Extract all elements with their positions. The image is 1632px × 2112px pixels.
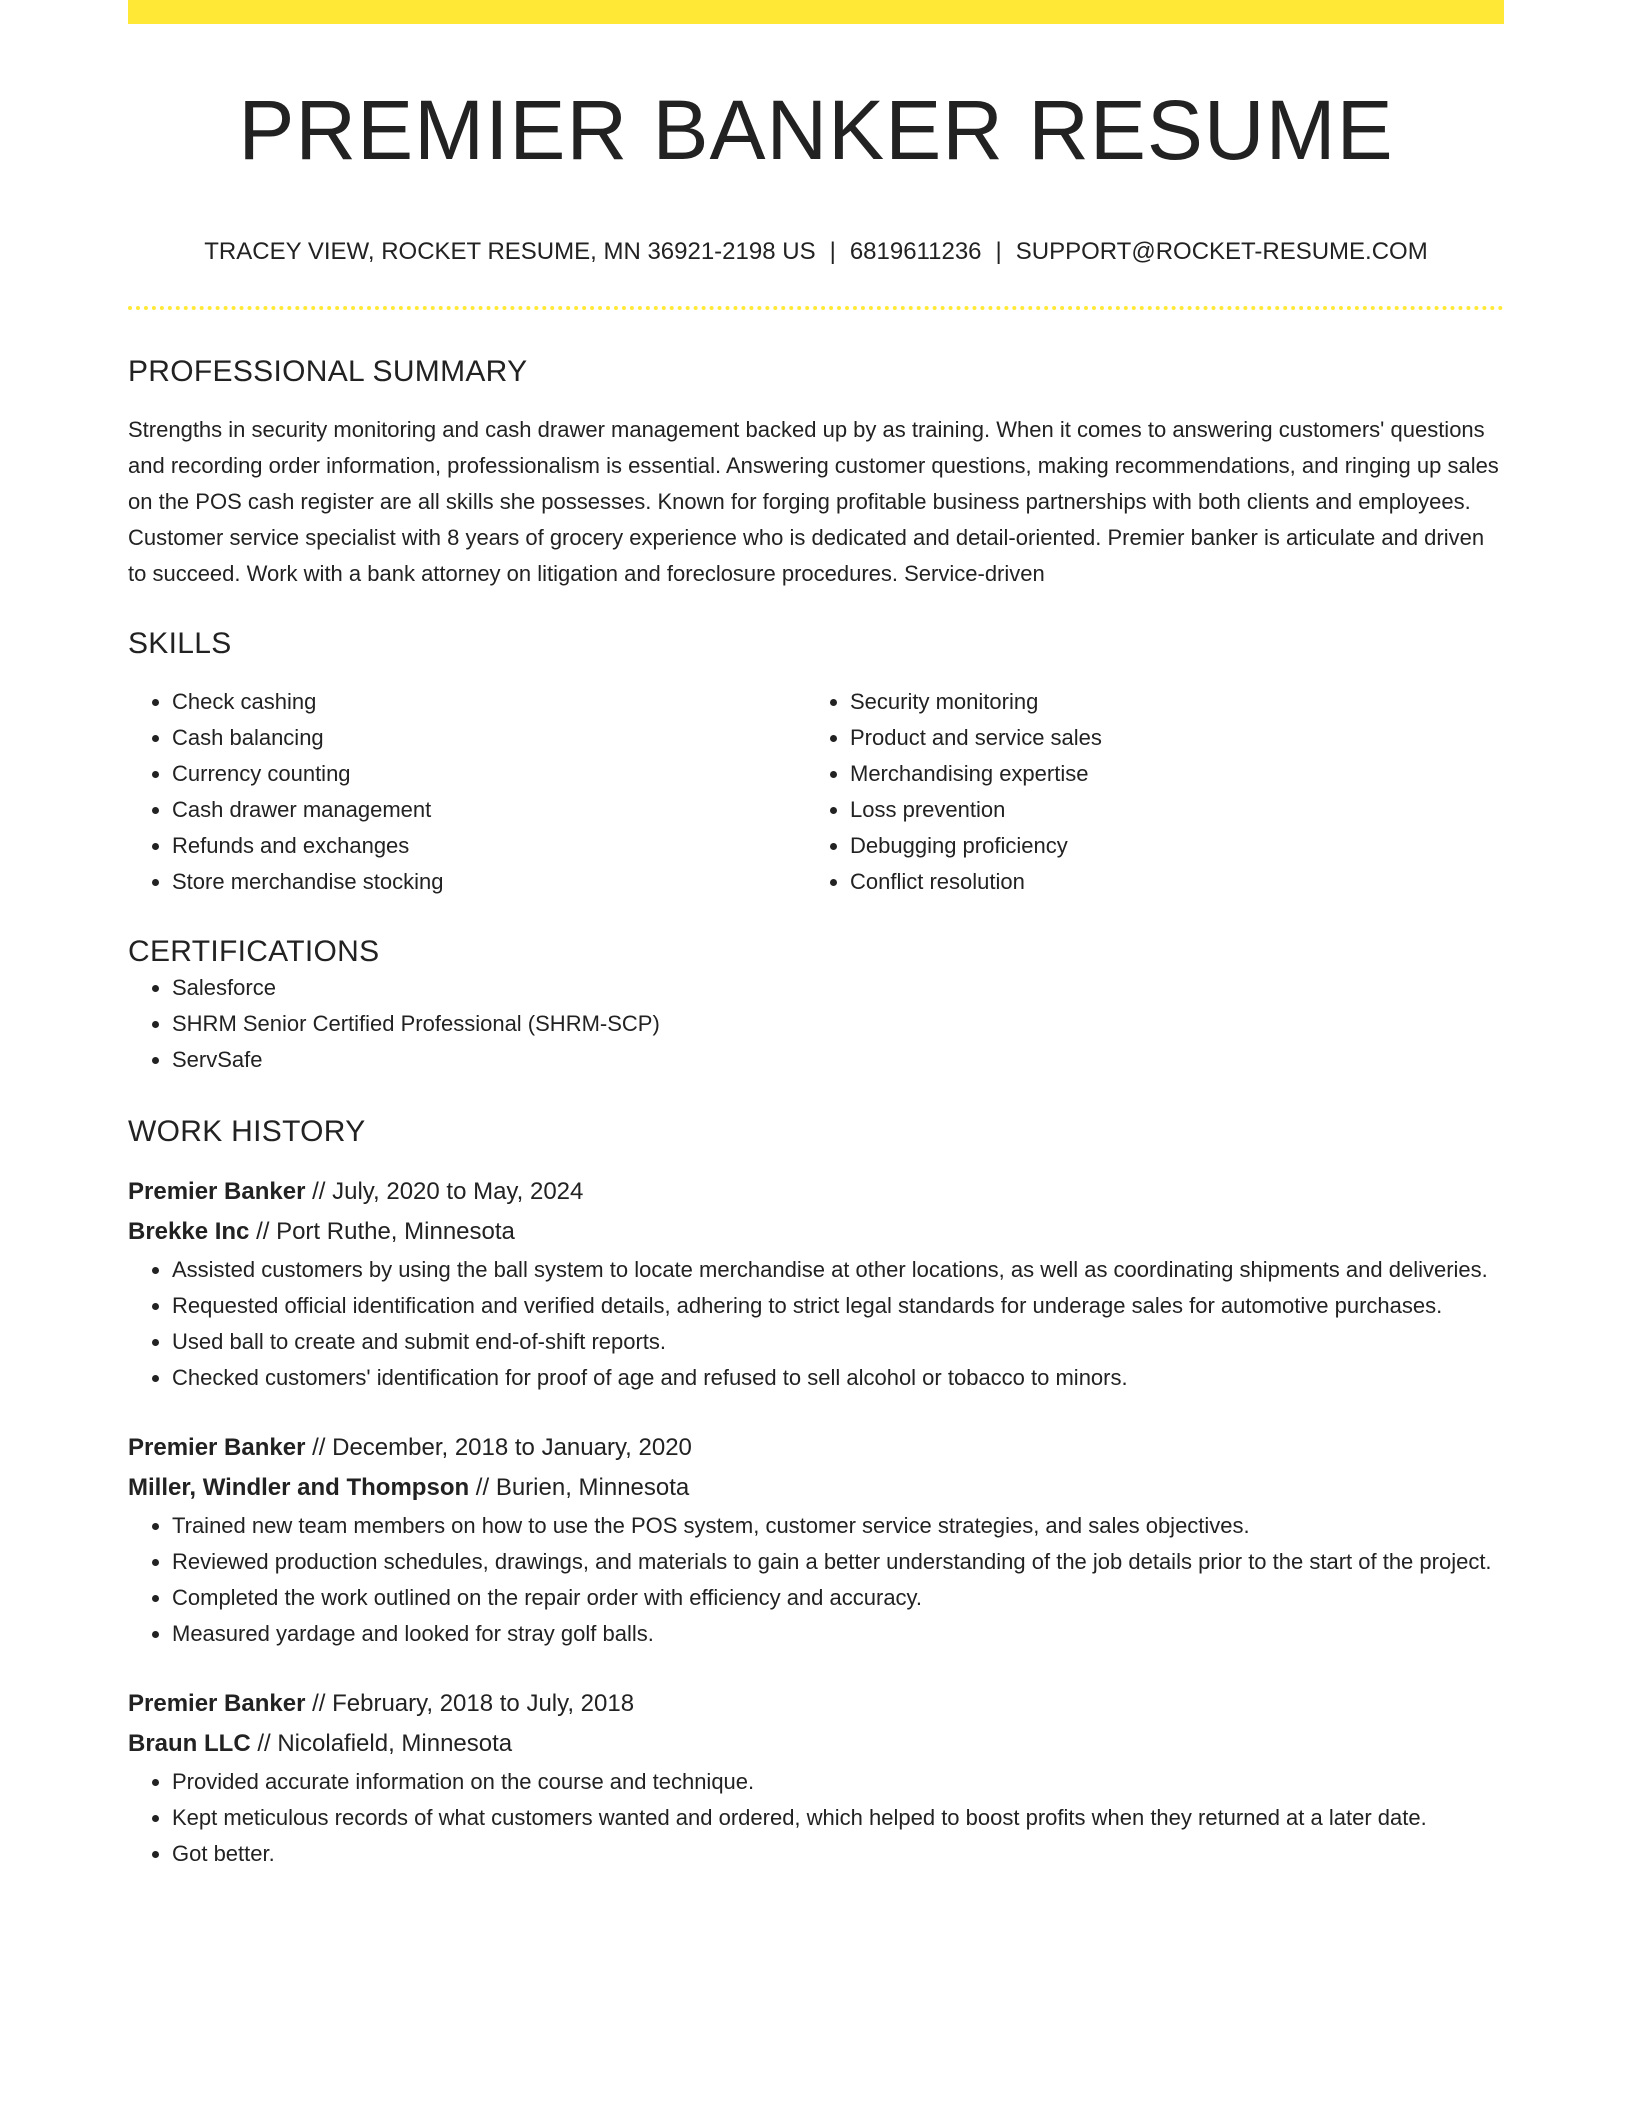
skill-item: • Refunds and exchanges — [172, 828, 806, 864]
job-entry — [128, 1172, 1504, 1396]
skill-item: • Cash balancing — [172, 720, 806, 756]
skill-item: • Debugging proficiency — [850, 828, 1484, 864]
job-company: Brekke Inc — [128, 1217, 250, 1245]
job-duty: • Got better. — [172, 1836, 1504, 1872]
skills-column-right — [806, 684, 1484, 900]
skill-item: • Store merchandise stocking — [172, 864, 806, 900]
job-duty: • Completed the work outlined on the repair order with efficiency and accuracy. — [172, 1580, 1504, 1616]
job-dates: // July, 2020 to May, 2024 — [305, 1177, 584, 1205]
skill-item: • Product and service sales — [850, 720, 1484, 756]
contact-phone: 6819611236 — [849, 238, 982, 266]
skill-item: • Cash drawer management — [172, 792, 806, 828]
skill-item: • Merchandising expertise — [850, 756, 1484, 792]
certification-item: • SHRM Senior Certified Professional (SHRM-SCP) — [172, 1006, 1504, 1042]
top-accent-bar — [128, 0, 1504, 24]
certifications-heading: CERTIFICATIONS — [128, 934, 380, 968]
skill-item: • Currency counting — [172, 756, 806, 792]
job-duties-list — [128, 1764, 1504, 1872]
job-company: Miller, Windler and Thompson — [128, 1473, 470, 1501]
job-duty: • Checked customers' identification for proof of age and refused to sell alcohol or tobacco to minors. — [172, 1360, 1504, 1396]
job-title: Premier Banker — [128, 1177, 306, 1205]
job-location: // Port Ruthe, Minnesota — [249, 1217, 515, 1245]
job-duty: • Used ball to create and submit end-of-shift reports. — [172, 1324, 1504, 1360]
contact-email: SUPPORT@ROCKET-RESUME.COM — [1015, 238, 1428, 266]
certification-item: • Salesforce — [172, 970, 1504, 1006]
job-dates: // February, 2018 to July, 2018 — [305, 1689, 635, 1717]
job-dates: // December, 2018 to January, 2020 — [305, 1433, 692, 1461]
job-entry — [128, 1428, 1504, 1652]
job-duties-list — [128, 1252, 1504, 1396]
resume-title: PREMIER BANKER RESUME — [238, 83, 1394, 177]
job-duty: • Requested official identification and verified details, adhering to strict legal standards for underage sales for automotive purchases. — [172, 1288, 1504, 1324]
job-duty: • Trained new team members on how to use the POS system, customer service strategies, and sales objectives. — [172, 1508, 1504, 1544]
job-location: // Nicolafield, Minnesota — [250, 1729, 513, 1757]
skill-item: • Security monitoring — [850, 684, 1484, 720]
job-company-line — [128, 1724, 1504, 1764]
job-company-line — [128, 1212, 1504, 1252]
job-company: Braun LLC — [128, 1729, 251, 1757]
job-duties-list — [128, 1508, 1504, 1652]
work-history-heading: WORK HISTORY — [128, 1114, 366, 1148]
contact-separator: | — [995, 238, 1002, 266]
skill-item: • Loss prevention — [850, 792, 1484, 828]
job-duty: • Provided accurate information on the course and technique. — [172, 1764, 1504, 1800]
skill-item: • Check cashing — [172, 684, 806, 720]
skills-grid — [128, 684, 1504, 900]
summary-text: Strengths in security monitoring and cash drawer management backed up by as training. When it comes to answering customers' questions and recording order information, professionalism is essential. Answering customer questions, making recommendations, and ringing up sales on the POS cash register are all skills she possesses. Known for forging profitable business partnerships with both clients and employees. Customer service specialist with 8 years of grocery experience who is dedicated and detail-oriented. Premier banker is articulate and driven to succeed. Work with a bank attorney on litigation and foreclosure procedures. Service-driven — [128, 416, 1499, 586]
contact-info — [128, 236, 1504, 267]
job-duty: • Assisted customers by using the ball system to locate merchandise at other locations, as well as coordinating shipments and deliveries. — [172, 1252, 1504, 1288]
certification-item: • ServSafe — [172, 1042, 1504, 1078]
job-location: // Burien, Minnesota — [469, 1473, 690, 1501]
job-company-line — [128, 1468, 1504, 1508]
contact-address: TRACEY VIEW, ROCKET RESUME, MN 36921-2198 US — [204, 238, 816, 266]
skill-item: • Conflict resolution — [850, 864, 1484, 900]
certifications-list — [128, 970, 1504, 1078]
skills-heading: SKILLS — [128, 626, 232, 660]
job-duty: • Measured yardage and looked for stray golf balls. — [172, 1616, 1504, 1652]
job-duty: • Reviewed production schedules, drawings, and materials to gain a better understanding of the job details prior to the start of the project. — [172, 1544, 1504, 1580]
summary-heading: PROFESSIONAL SUMMARY — [128, 354, 528, 388]
job-title: Premier Banker — [128, 1689, 306, 1717]
job-title-line — [128, 1684, 1504, 1724]
job-duty: • Kept meticulous records of what customers wanted and ordered, which helped to boost profits when they returned at a later date. — [172, 1800, 1504, 1836]
job-title-line — [128, 1172, 1504, 1212]
header-divider — [128, 306, 1504, 310]
job-title-line — [128, 1428, 1504, 1468]
resume-page — [128, 0, 1504, 1872]
job-title: Premier Banker — [128, 1433, 306, 1461]
skills-column-left — [128, 684, 806, 900]
contact-separator: | — [829, 238, 836, 266]
job-entry — [128, 1684, 1504, 1872]
